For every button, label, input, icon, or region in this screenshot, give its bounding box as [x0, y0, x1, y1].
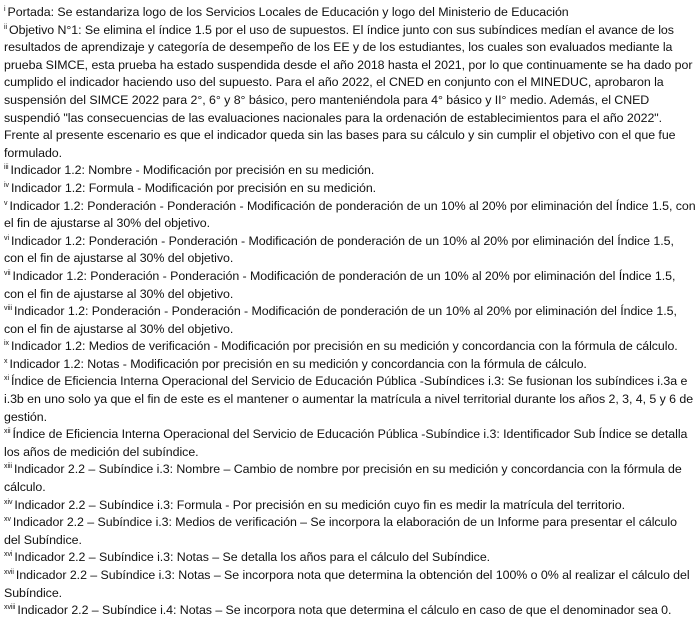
footnote: [4, 461, 696, 496]
footnote: [4, 373, 696, 426]
footnote-text: Indicador 1.2: Formula - Modificación por precisión en su medición.: [10, 180, 377, 195]
footnote-marker: ii: [4, 23, 8, 31]
footnote-marker: ix: [4, 340, 9, 348]
footnote: [4, 268, 696, 303]
footnote-marker: v: [4, 199, 8, 207]
footnote-text: Indicador 1.2: Notas - Modificación por precisión en su medición y concordancia con la fórmula de cálculo.: [9, 356, 587, 371]
footnote: [4, 233, 696, 268]
footnote: [4, 4, 696, 22]
footnote-text: Objetivo N°1: Se elimina el índice 1.5 por el uso de supuestos. El índice junto con sus subíndices medían el avance de los resultados de aprendizaje y categoría de desempeño de los EE y de los estudiantes, los cuales son evaluados mediante la prueba SIMCE, esta prueba ha estado suspendida desde el año 2018 hasta el 2021, por lo que continuamente se ha dado por cumplido el indicador haciendo uso del supuesto. Para el año 2022, el CNED en conjunto con el MINEDUC, aprobaron la suspensión del SIMCE 2022 para 2°, 6° y 8° básico, pero manteniéndola para 4° básico y II° medio. Además, el CNED suspendió "las consecuencias de las evaluaciones nacionales para la ordenación de establecimientos para el año 2022". Frente al presente escenario es que el indicador queda sin las bases para su cálculo y sin cumplir el objetivo con el que fue formulado.: [4, 22, 693, 160]
footnote-text: Indicador 1.2: Ponderación - Ponderación - Modificación de ponderación de un 10% al 20% por eliminación del Índice 1.5, con el fin de ajustarse al 30% del objetivo.: [4, 233, 674, 266]
footnote-text: Indicador 2.2 – Subíndice i.3: Nombre – Cambio de nombre por precisión en su medición y concordancia con la fórmula de cálculo.: [4, 462, 682, 495]
footnote: [4, 602, 696, 620]
footnote: [4, 356, 696, 374]
footnote-marker: iii: [4, 164, 9, 172]
footnote-marker: xiii: [4, 463, 12, 471]
footnote: [4, 338, 696, 356]
footnote: [4, 303, 696, 338]
footnote-marker: xii: [4, 428, 11, 436]
footnote-text: Indicador 2.2 – Subíndice i.3: Formula - Por precisión en su medición cuyo fin es medir la matrícula del territorio.: [14, 497, 625, 512]
footnote: [4, 497, 696, 515]
footnote-marker: xviii: [4, 604, 16, 612]
footnote-text: Indicador 2.2 – Subíndice i.3: Notas – Se incorpora nota que determina la obtención del 100% o 0% al realizar el cálculo del Subíndice.: [4, 568, 690, 600]
footnote-text: Indicador 1.2: Medios de verificación - Modificación por precisión en su medición y concordancia con la fórmula de cálculo.: [10, 339, 678, 354]
footnote-text: Indicador 2.2 – Subíndice i.4: Notas – Se incorpora nota que determina el cálculo en caso de que el denominador sea 0.: [17, 603, 672, 618]
footnote-marker: x: [4, 357, 8, 365]
footnote-text: Indicador 1.2: Ponderación - Ponderación - Modificación de ponderación de un 10% al 20% por eliminación del Índice 1.5, con el fin de ajustarse al 30% del objetivo.: [4, 304, 677, 336]
footnote: [4, 426, 696, 461]
footnote: [4, 567, 696, 602]
footnote-marker: xi: [4, 375, 9, 383]
footnote-marker: xvii: [4, 569, 14, 576]
footnote-text: Índice de Eficiencia Interna Operacional del Servicio de Educación Pública -Subíndices i.3: Se fusionan los subíndices i.3a e i.3b en uno solo ya que el fin de este es el mantener o aumentar la matrícula a nivel territorial durante los años 2, 3, 4, 5 y 6 de gestión.: [4, 374, 694, 424]
footnote: [4, 180, 696, 198]
footnote: [4, 514, 696, 549]
footnote-marker: xv: [4, 516, 11, 524]
footnote: [4, 162, 696, 180]
footnote-text: Indicador 1.2: Ponderación - Ponderación - Modificación de ponderación de un 10% al 20% por eliminación del Índice 1.5, con el fin de ajustarse al 30% del objetivo.: [4, 198, 696, 231]
footnote-text: Indicador 2.2 – Subíndice i.3: Medios de verificación – Se incorpora la elaboración de un Informe para presentar el cálculo del Subíndice.: [4, 515, 677, 547]
footnote-marker: viii: [4, 305, 12, 313]
footnote: [4, 22, 696, 163]
footnote: [4, 549, 696, 567]
footnote: [4, 198, 696, 233]
footnote-marker: xiv: [4, 498, 13, 506]
footnote-marker: vii: [4, 269, 11, 277]
footnote-text: Portada: Se estandariza logo de los Servicios Locales de Educación y logo del Ministerio de Educación: [7, 5, 569, 19]
footnote-text: Índice de Eficiencia Interna Operacional del Servicio de Educación Pública -Subíndice i.3: Identificador Sub Índice se detalla los años de medición del subíndice.: [4, 427, 688, 459]
footnote-text: Indicador 2.2 – Subíndice i.3: Notas – Se detalla los años para el cálculo del Subíndice.: [14, 550, 491, 565]
footnote-marker: xvi: [4, 551, 13, 559]
footnote-marker: iv: [4, 181, 9, 189]
footnote-marker: vi: [4, 234, 9, 242]
footnote-text: Indicador 1.2: Nombre - Modificación por precisión en su medición.: [10, 163, 375, 178]
footnote-text: Indicador 1.2: Ponderación - Ponderación - Modificación de ponderación de un 10% al 20% por eliminación del Índice 1.5, con el fin de ajustarse al 30% del objetivo.: [4, 268, 676, 301]
footnote-marker: i: [4, 6, 6, 13]
